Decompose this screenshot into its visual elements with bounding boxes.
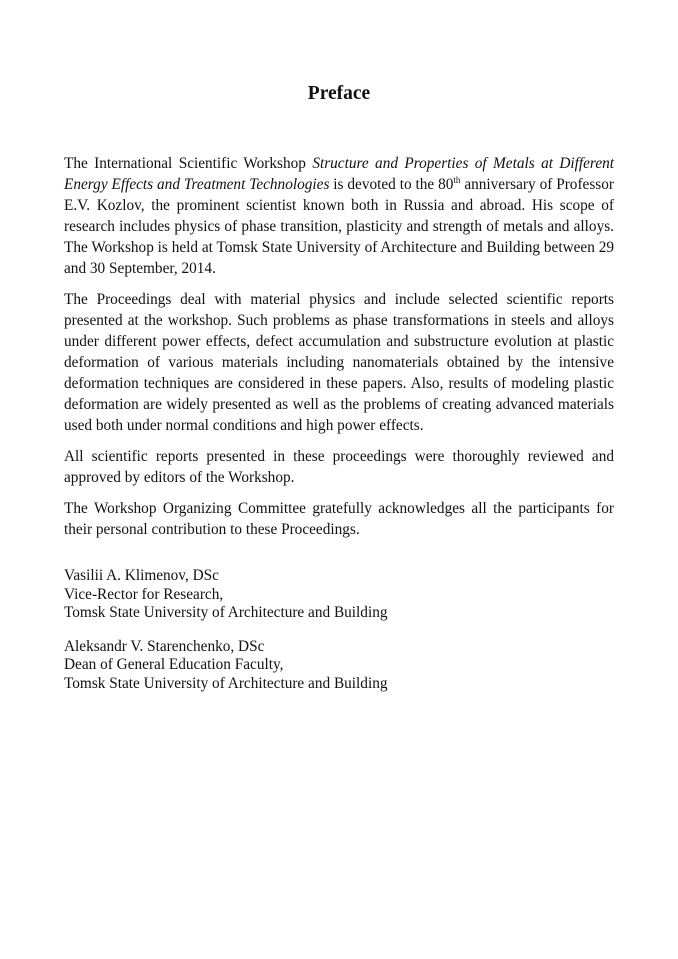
signature-block bbox=[64, 567, 614, 693]
intro-text-a: The International Scientific Workshop bbox=[64, 155, 313, 172]
page-title: Preface bbox=[307, 83, 371, 104]
signatory bbox=[64, 567, 614, 623]
signatory-position: Dean of General Education Faculty, bbox=[64, 656, 284, 673]
signatory-affiliation: Tomsk State University of Architecture and Building bbox=[64, 674, 388, 692]
signatory-position: Vice-Rector for Research, bbox=[64, 585, 224, 603]
signatory bbox=[64, 638, 614, 694]
workshop-name: Structure and Properties of Metals at Different Energy Effects and Treatment Technologies bbox=[64, 155, 615, 193]
paragraph-proceedings: The Proceedings deal with material physics and include selected scientific reports presented at the workshop. Such problems as phase transformations in steels and alloys under different power effects, defect accumulation and substructure evolution at plastic deformation of various materials including nanomaterials obtained by the intensive deformation techniques are considered in these papers. Also, results of modeling plastic deformation are widely presented as well as the problems of creating advanced materials used both under normal conditions and high power effects. bbox=[64, 291, 614, 434]
signatory-name: Aleksandr V. Starenchenko, DSc bbox=[64, 637, 265, 655]
ordinal-suffix: th bbox=[453, 175, 461, 185]
paragraph-review: All scientific reports presented in these proceedings were thoroughly reviewed and approved by editors of the Workshop. bbox=[64, 448, 614, 486]
paragraph-acknowledgement: The Workshop Organizing Committee gratefully acknowledges all the participants for their personal contribution to these Proceedings. bbox=[64, 500, 614, 538]
signatory-affiliation: Tomsk State University of Architecture and Building bbox=[64, 604, 388, 621]
document-page bbox=[64, 0, 614, 708]
intro-text-b: is devoted to the 80 bbox=[329, 176, 454, 193]
intro-text-c: anniversary of Professor E.V. Kozlov, the prominent scientist known both in Russia and abroad. His scope of research includes physics of phase transition, plasticity and strength of metals and alloys. The Workshop is held at Tomsk State University of Architecture and Building between 29 and 30 September, 2014. bbox=[64, 176, 614, 277]
paragraph-intro bbox=[64, 153, 614, 279]
preface-body bbox=[64, 153, 614, 540]
signatory-name: Vasilii A. Klimenov, DSc bbox=[64, 567, 219, 584]
